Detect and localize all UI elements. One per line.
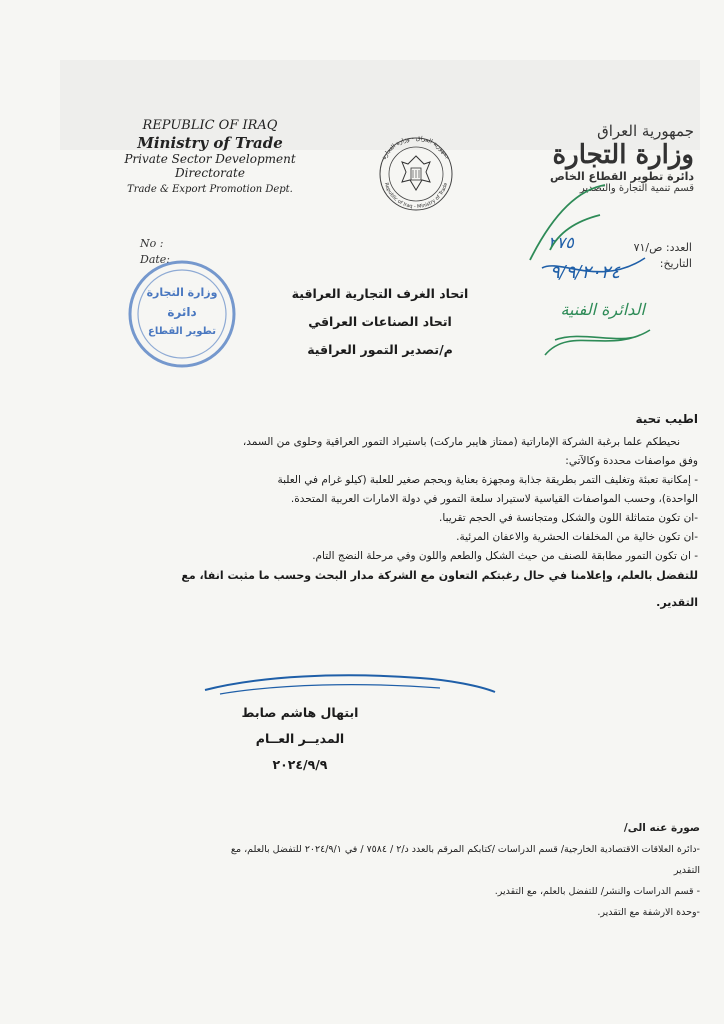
- ref-date-label: Date:: [140, 253, 171, 266]
- stamp-line-3: تطوير القطاع: [148, 326, 216, 337]
- handwritten-number: ٢٧٥: [548, 233, 574, 252]
- carbon-copy-block: [40, 818, 700, 923]
- stamp-line-2: دائرة: [167, 305, 197, 319]
- closing-paragraph-2: التقدير.: [656, 596, 698, 609]
- handwritten-note-icon: [540, 285, 655, 365]
- svg-text:جمهورية العراق - وزارة التجارة: [381, 135, 452, 161]
- official-stamp-icon: [126, 258, 238, 370]
- spec-item-3: -ان تكون خالية من المخلفات الحشرية والاعفان المرئية.: [456, 531, 698, 543]
- intro-paragraph-2: وفق مواصفات محددة وكالآتي:: [565, 455, 698, 467]
- spec-item-2: -ان تكون متماثلة اللون والشكل ومتجانسة في الحجم تقريبا.: [439, 512, 698, 524]
- country-name-ar: جمهورية العراق: [597, 122, 694, 140]
- signature-date: ٢٠٢٤/٩/٩: [272, 757, 328, 772]
- signatory-name: ابتهال هاشم صابط: [241, 705, 359, 720]
- cc-line-1: -دائرة العلاقات الاقتصادية الخارجية/ قسم الدراسات /كتابكم المرقم بالعدد د/٢ / ٧٥٨٤ / في ٢٠٢٤/٩/١ للتفضل بالعلم، مع: [230, 844, 700, 855]
- department-name-ar: قسم تنمية التجارة والتصدير: [579, 183, 694, 194]
- cc-line-2: - قسم الدراسات والنشر/ للتفضل بالعلم، مع التقدير.: [494, 886, 700, 897]
- closing-paragraph: للتفضل بالعلم، وإعلامنا في حال رغبتكم التعاون مع الشركة مدار البحث وحسب ما مثبت انفا، مع: [181, 569, 698, 582]
- directorate-name-ar: دائرة تطوير القطاع الخاص: [549, 170, 694, 183]
- ref-number-ar: العدد: ص/٧١: [633, 241, 692, 254]
- cc-heading: صورة عنه الى/: [623, 822, 700, 834]
- handwritten-note: الدائرة الفنية: [560, 300, 645, 319]
- directorate-name-en: Private Sector Development: [124, 152, 296, 166]
- arabic-letterhead: [494, 122, 694, 194]
- cc-line-1-cont: التقدير: [673, 865, 700, 876]
- stamp-line-1: وزارة التجارة: [146, 286, 218, 299]
- country-name-en: REPUBLIC OF IRAQ: [142, 118, 278, 133]
- department-name-en: Trade & Export Promotion Dept.: [127, 184, 293, 195]
- subject-line: م/تصدير التمور العراقية: [307, 342, 453, 357]
- letter-body: [58, 410, 698, 612]
- recipients-block: [260, 280, 500, 364]
- handwritten-date: ٩/٩/٢٠٢٤: [550, 262, 621, 283]
- ref-no-label: No :: [140, 237, 164, 250]
- signature-block: [230, 700, 370, 778]
- english-letterhead: [100, 118, 320, 195]
- recipient-1: اتحاد الغرف التجارية العراقية: [291, 286, 469, 301]
- spec-item-1-cont: الواحدة)، وحسب المواصفات القياسية لاستيراد سلعة التمور في دولة الامارات العربية المتحدة.: [290, 493, 698, 505]
- signatory-title: المديــر العــام: [255, 731, 345, 746]
- emblem-top-text: جمهورية العراق - وزارة التجارة: [380, 134, 452, 161]
- iraq-emblem-icon: [372, 130, 460, 212]
- cc-line-3: -وحدة الارشفة مع التقدير.: [597, 907, 700, 918]
- ministry-name-en: Ministry of Trade: [137, 134, 283, 152]
- emblem-bottom-text: Republic of Iraq - Ministry of Trade: [382, 182, 450, 211]
- arabic-reference: [634, 240, 692, 272]
- svg-text:Republic of Iraq - Ministry of: [383, 182, 449, 210]
- ministry-name-ar: وزارة التجارة: [552, 140, 694, 170]
- spec-item-1: - إمكانية تعبئة وتغليف التمر بطريقة جذابة ومجهزة بعناية وبحجم صغير للعلبة (كيلو غرام في العلبة: [277, 474, 698, 486]
- greeting: اطيب تحية: [635, 412, 698, 426]
- intro-paragraph: نحيطكم علما برغبة الشركة الإماراتية (ممتاز هايبر ماركت) باستيراد التمور العراقية وحلوى من السمد،: [242, 436, 680, 448]
- directorate-name-en-2: Directorate: [175, 166, 245, 180]
- ref-date-ar: التاريخ:: [659, 257, 692, 270]
- spec-item-4: - ان تكون التمور مطابقة للصنف من حيث الشكل والطعم واللون وفي مرحلة النضج التام.: [312, 550, 698, 562]
- recipient-2: اتحاد الصناعات العراقي: [308, 314, 452, 329]
